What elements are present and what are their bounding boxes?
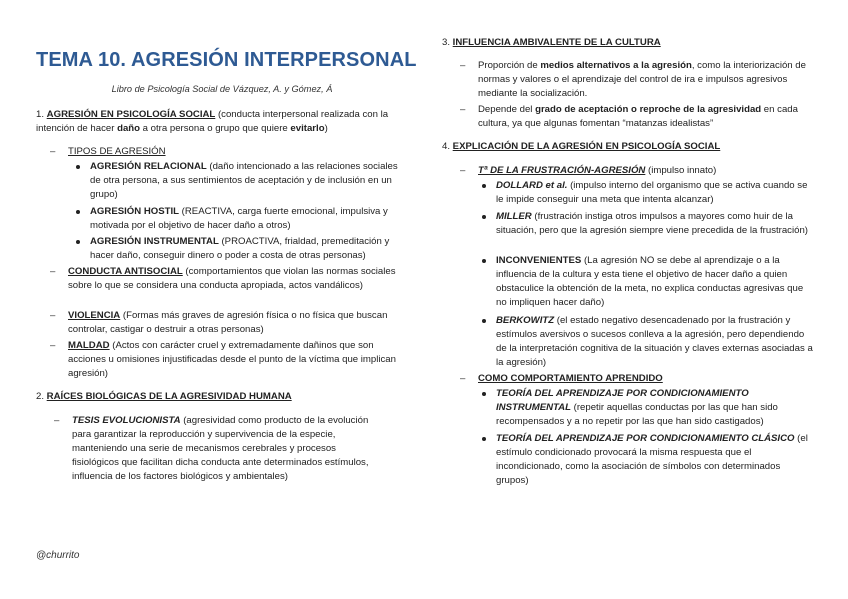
list-item: – TIPOS DE AGRESIÓN xyxy=(50,146,166,157)
list-item: – Proporción de medios alternativos a la agresión, como la interiorización de normas y valores o el aprendizaje del control de ira e impulsos agresivos mediante la socialización. xyxy=(460,60,806,99)
list-item: – COMO COMPORTAMIENTO APRENDIDO xyxy=(460,373,663,384)
list-item: DOLLARD et al. (impulso interno del organismo que se activa cuando se le impide conseguir una meta que intenta alcanzar) xyxy=(496,179,814,207)
list-item: AGRESIÓN HOSTIL (REACTIVA, carga fuerte emocional, impulsiva y motivada por el objetivo de hacer daño a otros) xyxy=(90,205,408,233)
list-item: – CONDUCTA ANTISOCIAL (comportamientos que violan las normas sociales sobre lo que se considera una conducta apropiada, actos vandálicos) xyxy=(50,266,396,291)
list-item: TEORÍA DEL APRENDIZAJE POR CONDICIONAMIENTO INSTRUMENTAL (repetir aquellas conductas por las que han sido recompensados y a no repetir por las que han sido castigados) xyxy=(496,387,814,429)
list-item: BERKOWITZ (el estado negativo desencadenado por la frustración y estímulos aversivos o sucesos conlleva a la agresión, pero dependiendo de la interpretación cognitiva de la situación y claves externas asociadas a la agresión) xyxy=(496,315,813,368)
section-3-heading: 3. INFLUENCIA AMBIVALENTE DE LA CULTURA xyxy=(442,37,661,48)
list-item: – VIOLENCIA (Formas más graves de agresión física o no física que buscan controlar, castigar o destruir a otras personas) xyxy=(50,310,388,335)
list-item: AGRESIÓN RELACIONAL (daño intencionado a las relaciones sociales de otra persona, a sus sentimientos de aceptación y de inclusión en un grupo) xyxy=(90,160,408,202)
list-item: AGRESIÓN INSTRUMENTAL (PROACTIVA, frialdad, premeditación y hacer daño, conseguir dinero o poder a costa de otras personas) xyxy=(90,235,408,263)
list-item: – Tª DE LA FRUSTRACIÓN-AGRESIÓN (impulso innato) xyxy=(460,165,717,176)
list-item: INCONVENIENTES (La agresión NO se debe al aprendizaje o a la influencia de la cultura y esta tiene el objetivo de hacer daño a quien obstaculice la obtención de la meta, no explica conductas agresivas que no impliquen hacer daño) xyxy=(496,254,814,310)
list-item: TEORÍA DEL APRENDIZAJE POR CONDICIONAMIENTO CLÁSICO (el estímulo condicionado provocará la misma respuesta que el incondicionado, como la asociación de símbolos con determinados grupos) xyxy=(496,432,814,488)
author-signature: @churrito xyxy=(36,550,80,561)
page-title: TEMA 10. AGRESIÓN INTERPERSONAL xyxy=(36,49,417,71)
list-item: – Depende del grado de aceptación o reproche de la agresividad en cada cultura, ya que algunas fomentan “matanzas idealistas” xyxy=(460,104,798,129)
page-subtitle: Libro de Psicología Social de Vázquez, A. y Gómez, Á xyxy=(111,84,333,94)
section-4-heading: 4. EXPLICACIÓN DE LA AGRESIÓN EN PSICOLOGÍA SOCIAL xyxy=(442,141,721,152)
list-item: MILLER (frustración instiga otros impulsos a mayores como huir de la situación, pero que la agresión siempre viene precedida de la frustración) xyxy=(496,210,814,238)
list-item: – MALDAD (Actos con carácter cruel y extremadamente dañinos que son acciones u omisiones injustificadas desde el punto de la víctima que implican agresión) xyxy=(50,340,396,379)
section-2-heading: 2. RAÍCES BIOLÓGICAS DE LA AGRESIVIDAD HUMANA xyxy=(36,391,292,402)
list-item: – TESIS EVOLUCIONISTA (agresividad como producto de la evolución para garantizar la reproducción y supervivencia de la especie, manteniendo una serie de mecanismos cerebrales y procesos fisiológicos que facilitan dicha conducta ante determinados estímulos, influencia de los factores biológicos y ambientales) xyxy=(54,415,369,482)
section-1-heading: 1. AGRESIÓN EN PSICOLOGÍA SOCIAL (conducta interpersonal realizada con la intención de hacer daño a otra persona o grupo que quiere evitarlo) xyxy=(36,109,389,134)
